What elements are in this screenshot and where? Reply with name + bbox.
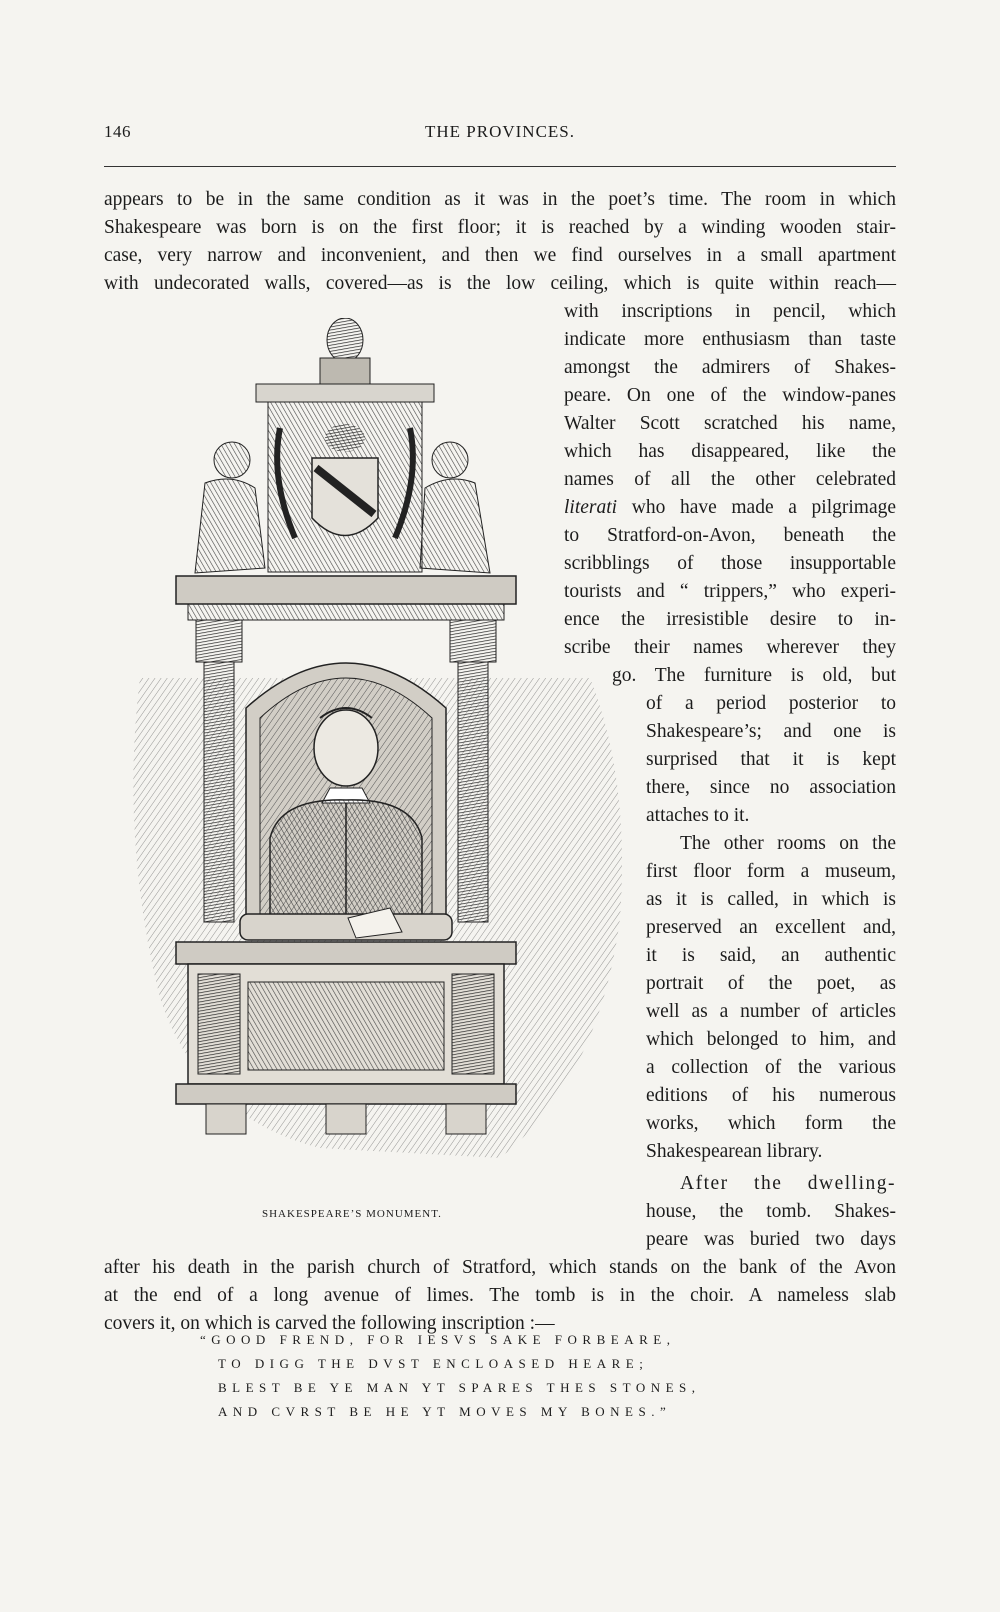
- text-line: scribblings of those insupportable: [564, 553, 896, 574]
- text-line: to Stratford-on-Avon, beneath the: [564, 525, 896, 546]
- left-cherub: [195, 442, 265, 573]
- text-line: amongst the admirers of Shakes-: [564, 357, 896, 378]
- right-cherub: [420, 442, 490, 573]
- page-number: 146: [104, 122, 131, 141]
- running-title: THE PROVINCES.: [424, 122, 575, 141]
- text-line: Shakespearean library.: [646, 1141, 823, 1162]
- text-line: ence the irresistible desire to in-: [564, 609, 896, 630]
- text-line: of a period posterior to: [646, 693, 896, 714]
- text-line: which belonged to him, and: [646, 1029, 896, 1050]
- header-rule: [104, 166, 896, 167]
- text-line: surprised that it is kept: [646, 749, 896, 770]
- text-line: Walter Scott scratched his name,: [564, 413, 896, 434]
- text-line: go. The furniture is old, but: [612, 665, 896, 686]
- tomb-inscription: [200, 1328, 760, 1424]
- figure-caption: SHAKESPEARE’S MONUMENT.: [262, 1208, 442, 1220]
- text-line: After the dwelling-: [680, 1173, 896, 1194]
- text-line: there, since no association: [646, 777, 896, 798]
- text-line: it is said, an authentic: [646, 945, 896, 966]
- inscription-line: TO DIGG THE DVST ENCLOASED HEARE;: [218, 1356, 649, 1371]
- text-line: case, very narrow and inconvenient, and then we find ourselves in a small apartment: [104, 245, 896, 266]
- text-line: as it is called, in which is: [646, 889, 896, 910]
- text-line: preserved an excellent and,: [646, 917, 896, 938]
- text-line: peare. On one of the window-panes: [564, 385, 896, 406]
- text-line: which has disappeared, like the: [564, 441, 896, 462]
- text-line: indicate more enthusiasm than taste: [564, 329, 896, 350]
- text-line: Shakespeare’s; and one is: [646, 721, 896, 742]
- text-line: after his death in the parish church of Stratford, which stands on the bank of the Avon: [104, 1257, 896, 1278]
- monument-engraving: [120, 318, 640, 1198]
- text-line: with undecorated walls, covered—as is the low ceiling, which is quite within reach—: [104, 273, 896, 294]
- text-line: works, which form the: [646, 1113, 896, 1134]
- inscription-line: “GOOD FREND, FOR IESVS SAKE FORBEARE,: [200, 1332, 676, 1347]
- text-line: a collection of the various: [646, 1057, 896, 1078]
- text-line: literati who have made a pilgrimage: [564, 497, 897, 518]
- inscription-line: AND CVRST BE HE YT MOVES MY BONES.”: [218, 1404, 672, 1419]
- text-line: attaches to it.: [646, 805, 750, 826]
- text-line: house, the tomb. Shakes-: [646, 1201, 896, 1222]
- running-head: [104, 122, 896, 148]
- text-line: Shakespeare was born is on the first floor; it is reached by a winding wooden stair-: [104, 217, 896, 238]
- text-line: editions of his numerous: [646, 1085, 896, 1106]
- monument-illustration: [120, 318, 640, 1198]
- text-line: portrait of the poet, as: [646, 973, 896, 994]
- text-line: well as a number of articles: [646, 1001, 896, 1022]
- text-line: with inscriptions in pencil, which: [564, 301, 896, 322]
- text-line: covers it, on which is carved the following inscription :—: [104, 1313, 555, 1334]
- text-line: tourists and “ trippers,” who experi-: [564, 581, 896, 602]
- inscription-line: BLEST BE YE MAN YT SPARES THES STONES,: [218, 1380, 701, 1395]
- text-line: scribe their names wherever they: [564, 637, 896, 658]
- text-line: names of all the other celebrated: [564, 469, 896, 490]
- text-line: at the end of a long avenue of limes. The tomb is in the choir. A nameless slab: [104, 1285, 896, 1306]
- text-line: appears to be in the same condition as it was in the poet’s time. The room in which: [104, 189, 896, 210]
- italic-word: literati: [564, 497, 618, 518]
- text-line: peare was buried two days: [646, 1229, 896, 1250]
- text-line: The other rooms on the: [680, 833, 896, 854]
- text-line: first floor form a museum,: [646, 861, 896, 882]
